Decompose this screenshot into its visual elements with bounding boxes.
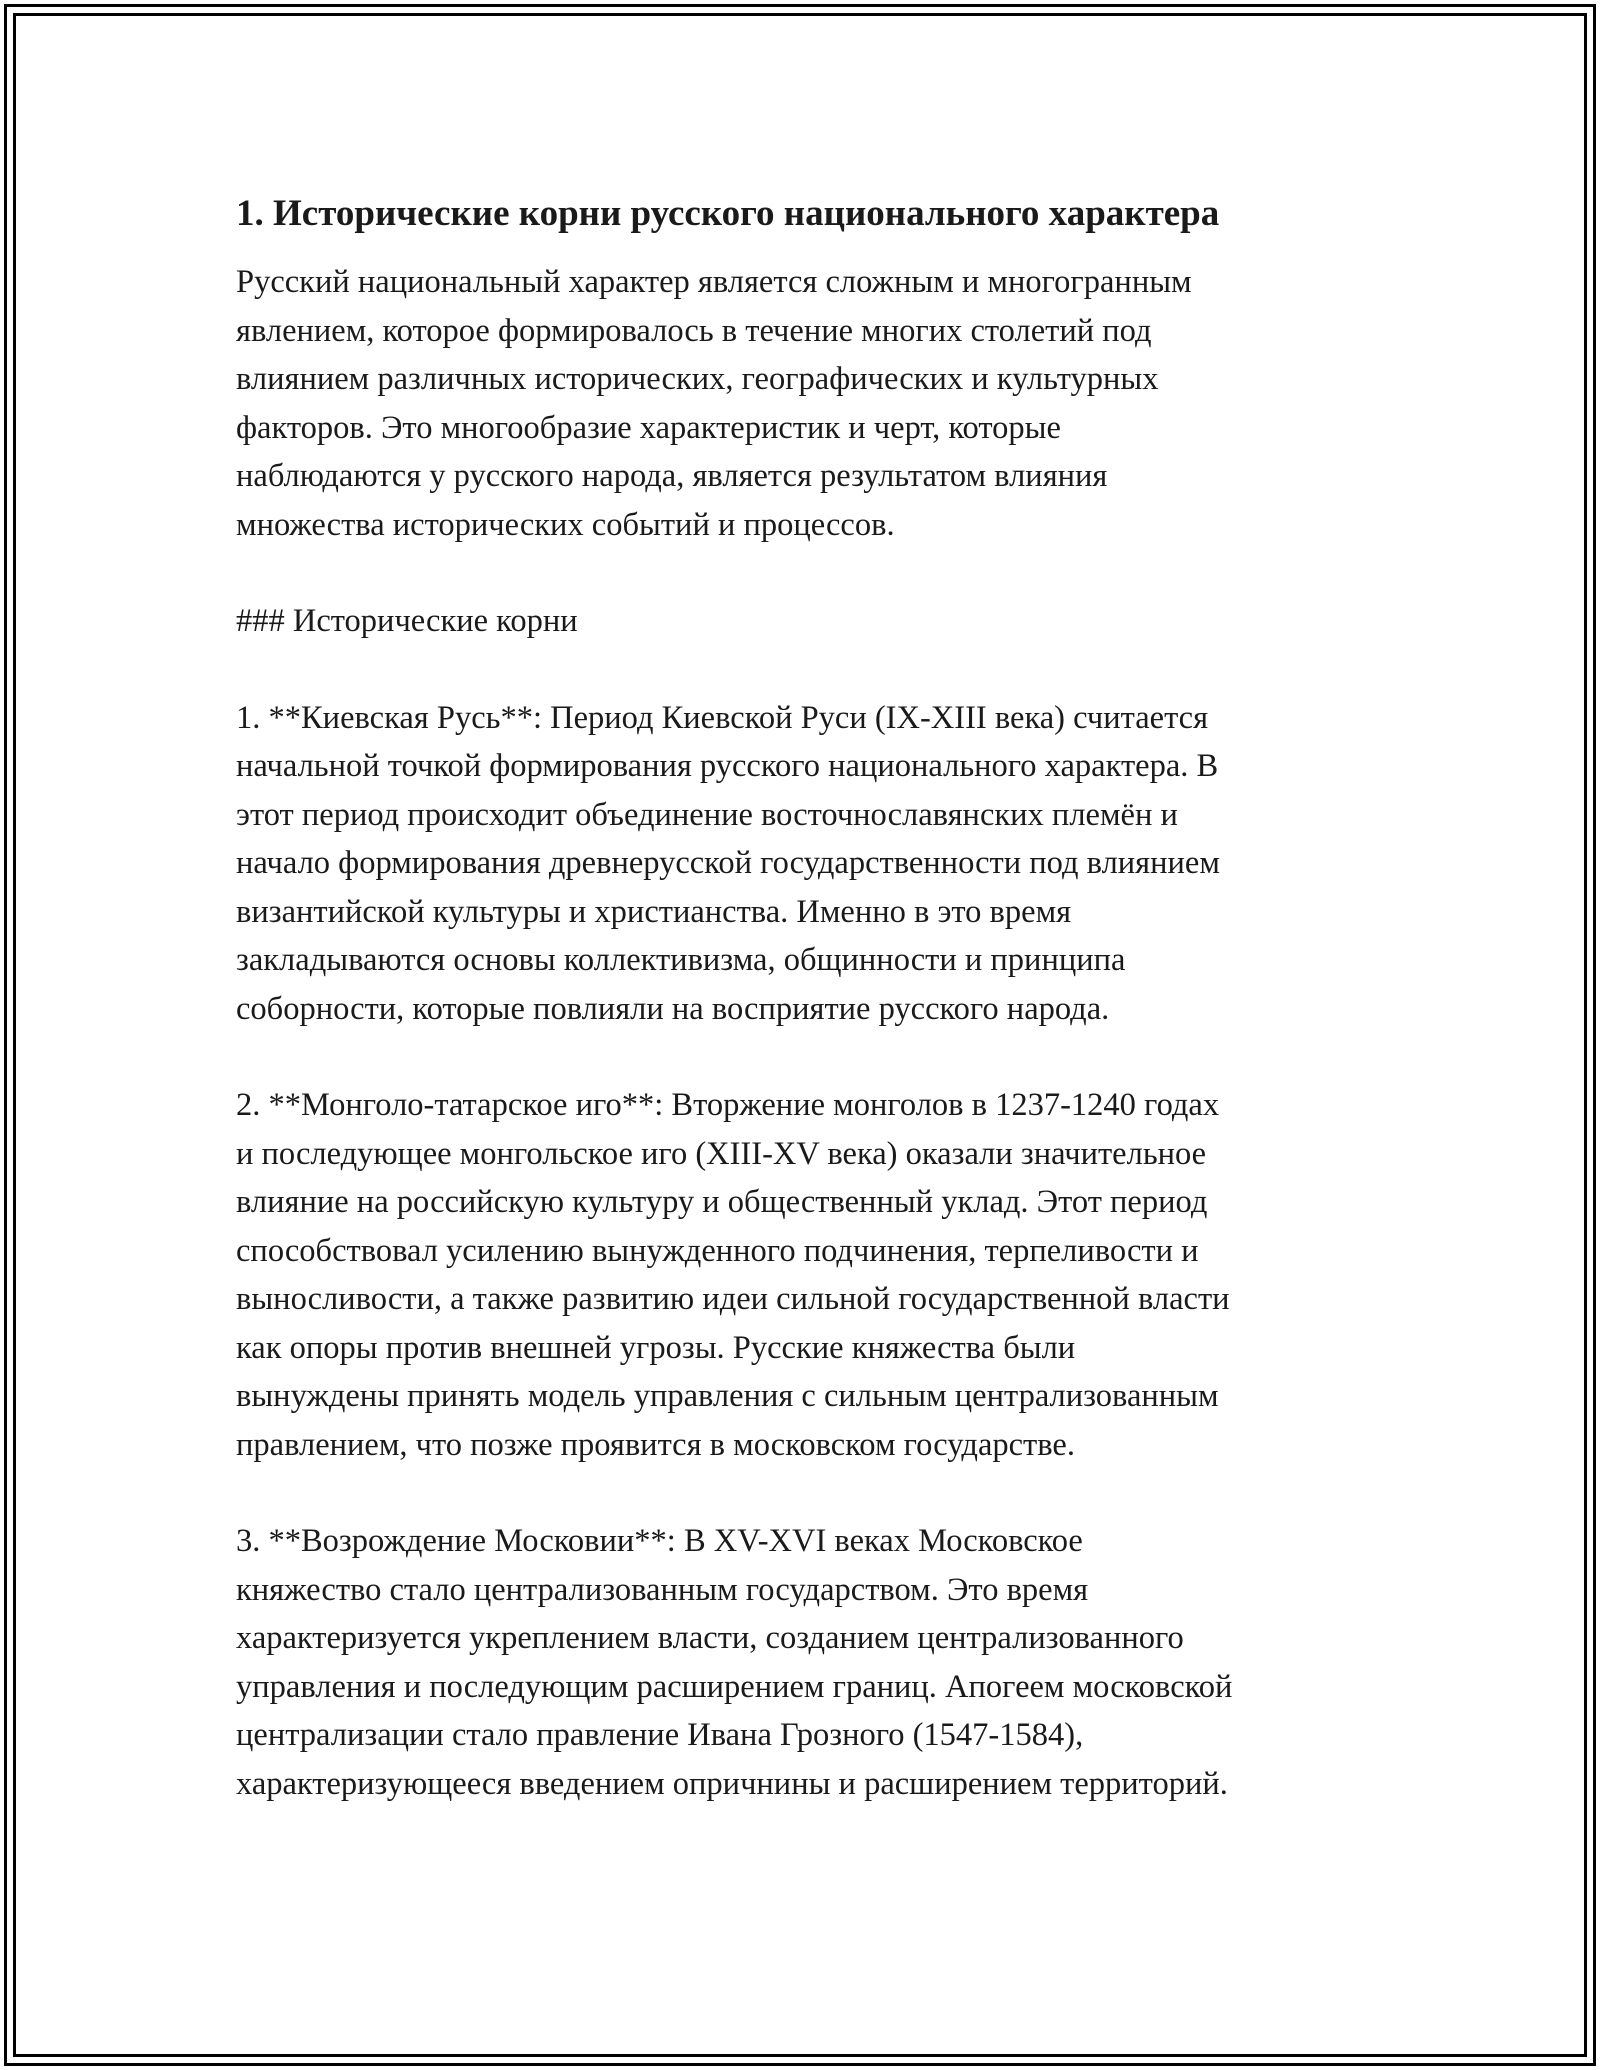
- text-line: начало формирования древнерусской государственности под влиянием: [236, 845, 1220, 881]
- text-line: централизации стало правление Ивана Грозного (1547-1584),: [236, 1717, 1084, 1753]
- text-line: 3. **Возрождение Московии**: В XV-XVI веках Московское: [236, 1523, 1083, 1559]
- text-line: явлением, которое формировалось в течение многих столетий под: [236, 312, 1152, 349]
- text-line: способствовал усилению вынужденного подчинения, терпеливости и: [236, 1232, 1199, 1269]
- subheading-text: ### Исторические корни: [236, 603, 578, 639]
- paragraph-kievan-rus: [236, 694, 1366, 1034]
- text-line: характеризуется укреплением власти, созданием централизованного: [236, 1620, 1184, 1656]
- text-line: 2. **Монголо-татарское иго**: Вторжение монголов в 1237-1240 годах: [236, 1087, 1220, 1123]
- text-line: Русский национальный характер является сложным и многогранным: [236, 264, 1192, 300]
- text-line: как опоры против внешней угрозы. Русские княжества были: [236, 1329, 1076, 1366]
- text-line: влиянием различных исторических, географических и культурных: [236, 361, 1159, 397]
- subheading: [236, 597, 1366, 646]
- text-line: начальной точкой формирования русского национального характера. В: [236, 748, 1219, 784]
- text-line: вынуждены принять модель управления с сильным централизованным: [236, 1378, 1219, 1414]
- text-line: характеризующееся введением опричнины и расширением территорий.: [236, 1765, 1228, 1802]
- text-line: соборности, которые повлияли на восприятие русского народа.: [236, 990, 1110, 1027]
- text-line: 1. **Киевская Русь**: Период Киевской Руси (IX-XIII века) считается: [236, 699, 1209, 736]
- text-line: множества исторических событий и процессов.: [236, 506, 895, 543]
- text-line: управления и последующим расширением границ. Апогеем московской: [236, 1668, 1233, 1705]
- text-line: этот период происходит объединение восточнославянских племён и: [236, 796, 1178, 833]
- text-line: византийской культуры и христианства. Именно в это время: [236, 893, 1072, 930]
- text-line: закладываются основы коллективизма, общинности и принципа: [236, 942, 1126, 978]
- paragraph-muscovy: [236, 1517, 1366, 1808]
- text-line: княжество стало централизованным государством. Это время: [236, 1571, 1089, 1608]
- paragraph-mongol-yoke: [236, 1081, 1366, 1469]
- text-line: наблюдаются у русского народа, является результатом влияния: [236, 458, 1108, 494]
- text-line: факторов. Это многообразие характеристик и черт, которые: [236, 409, 1061, 446]
- document-body: [236, 186, 1366, 1856]
- text-line: влияние на российскую культуру и общественный уклад. Этот период: [236, 1184, 1208, 1220]
- text-line: и последующее монгольское иго (XIII-XV века) оказали значительное: [236, 1135, 1207, 1172]
- section-title: 1. Исторические корни русского национального характера: [236, 193, 1220, 234]
- paragraph-intro: [236, 258, 1366, 549]
- text-line: выносливости, а также развитию идеи сильной государственной власти: [236, 1281, 1230, 1317]
- text-line: правлением, что позже проявится в московском государстве.: [236, 1426, 1075, 1463]
